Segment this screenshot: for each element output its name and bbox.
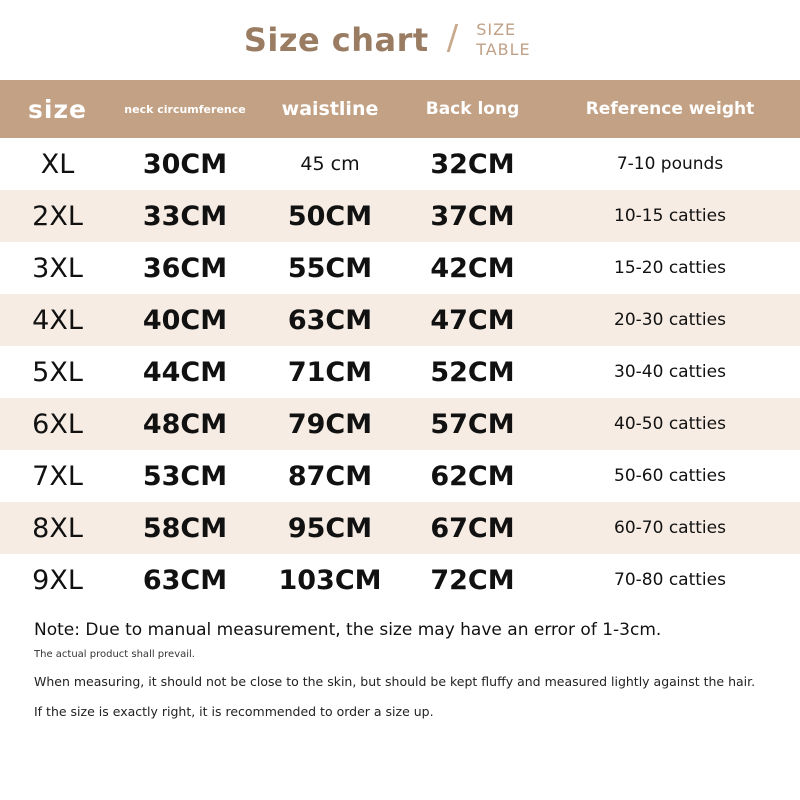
note-small: The actual product shall prevail.: [34, 649, 195, 660]
cell-size: 3XL: [32, 252, 83, 284]
cell-waist: 95CM: [287, 512, 373, 544]
cell-neck: 63CM: [142, 564, 228, 596]
cell-weight: 30-40 catties: [614, 362, 726, 382]
note-main: Note: Due to manual measurement, the size may have an error of 1-3cm.: [34, 620, 662, 640]
cell-size: 2XL: [32, 200, 83, 232]
cell-weight: 20-30 catties: [614, 310, 726, 330]
cell-back: 52CM: [430, 356, 515, 388]
cell-size: 8XL: [32, 512, 83, 544]
cell-back: 42CM: [430, 252, 515, 284]
cell-back: 47CM: [430, 304, 515, 336]
cell-size: 7XL: [32, 460, 83, 492]
cell-weight: 40-50 catties: [614, 414, 726, 434]
cell-neck: 44CM: [142, 356, 228, 388]
column-header-size: size: [28, 94, 87, 124]
table-row: [0, 346, 800, 398]
cell-neck: 36CM: [142, 252, 228, 284]
cell-size: 5XL: [32, 356, 83, 388]
cell-waist: 50CM: [287, 200, 373, 232]
cell-weight: 70-80 catties: [614, 570, 726, 590]
cell-neck: 58CM: [142, 512, 228, 544]
cell-waist: 79CM: [287, 408, 373, 440]
cell-back: 57CM: [430, 408, 515, 440]
cell-waist: 103CM: [278, 564, 382, 596]
cell-size: 4XL: [32, 304, 83, 336]
cell-back: 62CM: [430, 460, 515, 492]
cell-waist: 71CM: [287, 356, 373, 388]
page-subtitle: SIZE TABLE: [476, 20, 531, 59]
page-header: [0, 0, 800, 80]
cell-back: 32CM: [430, 148, 515, 180]
cell-neck: 33CM: [142, 200, 228, 232]
cell-weight: 60-70 catties: [614, 518, 726, 538]
table-row: [0, 242, 800, 294]
table-row: [0, 398, 800, 450]
cell-neck: 48CM: [142, 408, 228, 440]
cell-neck: 53CM: [142, 460, 228, 492]
cell-waist: 55CM: [287, 252, 373, 284]
note-measuring: When measuring, it should not be close to the skin, but should be kept fluffy and measured lightly against the hair.: [34, 674, 756, 689]
table-row: [0, 554, 800, 606]
table-header-row: [0, 80, 800, 138]
cell-weight: 7-10 pounds: [616, 154, 724, 174]
title-divider: /: [446, 18, 459, 58]
table-body: [0, 138, 800, 606]
cell-size: 6XL: [32, 408, 83, 440]
note-size-up: If the size is exactly right, it is recommended to order a size up.: [34, 704, 434, 719]
column-header-back: Back long: [425, 99, 520, 119]
cell-back: 67CM: [430, 512, 515, 544]
column-header-waist: waistline: [281, 98, 379, 120]
cell-back: 37CM: [430, 200, 515, 232]
cell-weight: 10-15 catties: [614, 206, 726, 226]
table-row: [0, 294, 800, 346]
cell-neck: 40CM: [142, 304, 228, 336]
cell-weight: 15-20 catties: [614, 258, 726, 278]
cell-neck: 30CM: [142, 148, 228, 180]
cell-weight: 50-60 catties: [614, 466, 726, 486]
cell-back: 72CM: [430, 564, 515, 596]
cell-waist: 63CM: [287, 304, 373, 336]
column-header-weight: Reference weight: [585, 99, 755, 119]
cell-waist: 45 cm: [300, 153, 360, 175]
cell-size: 9XL: [32, 564, 83, 596]
notes-section: [0, 606, 800, 719]
page-title: Size chart: [243, 21, 429, 59]
column-header-neck: neck circumference: [124, 102, 246, 116]
header-inner: [244, 20, 556, 60]
table-row: [0, 450, 800, 502]
table-row: [0, 502, 800, 554]
cell-waist: 87CM: [287, 460, 373, 492]
table-row: [0, 138, 800, 190]
table-row: [0, 190, 800, 242]
cell-size: XL: [40, 148, 75, 180]
